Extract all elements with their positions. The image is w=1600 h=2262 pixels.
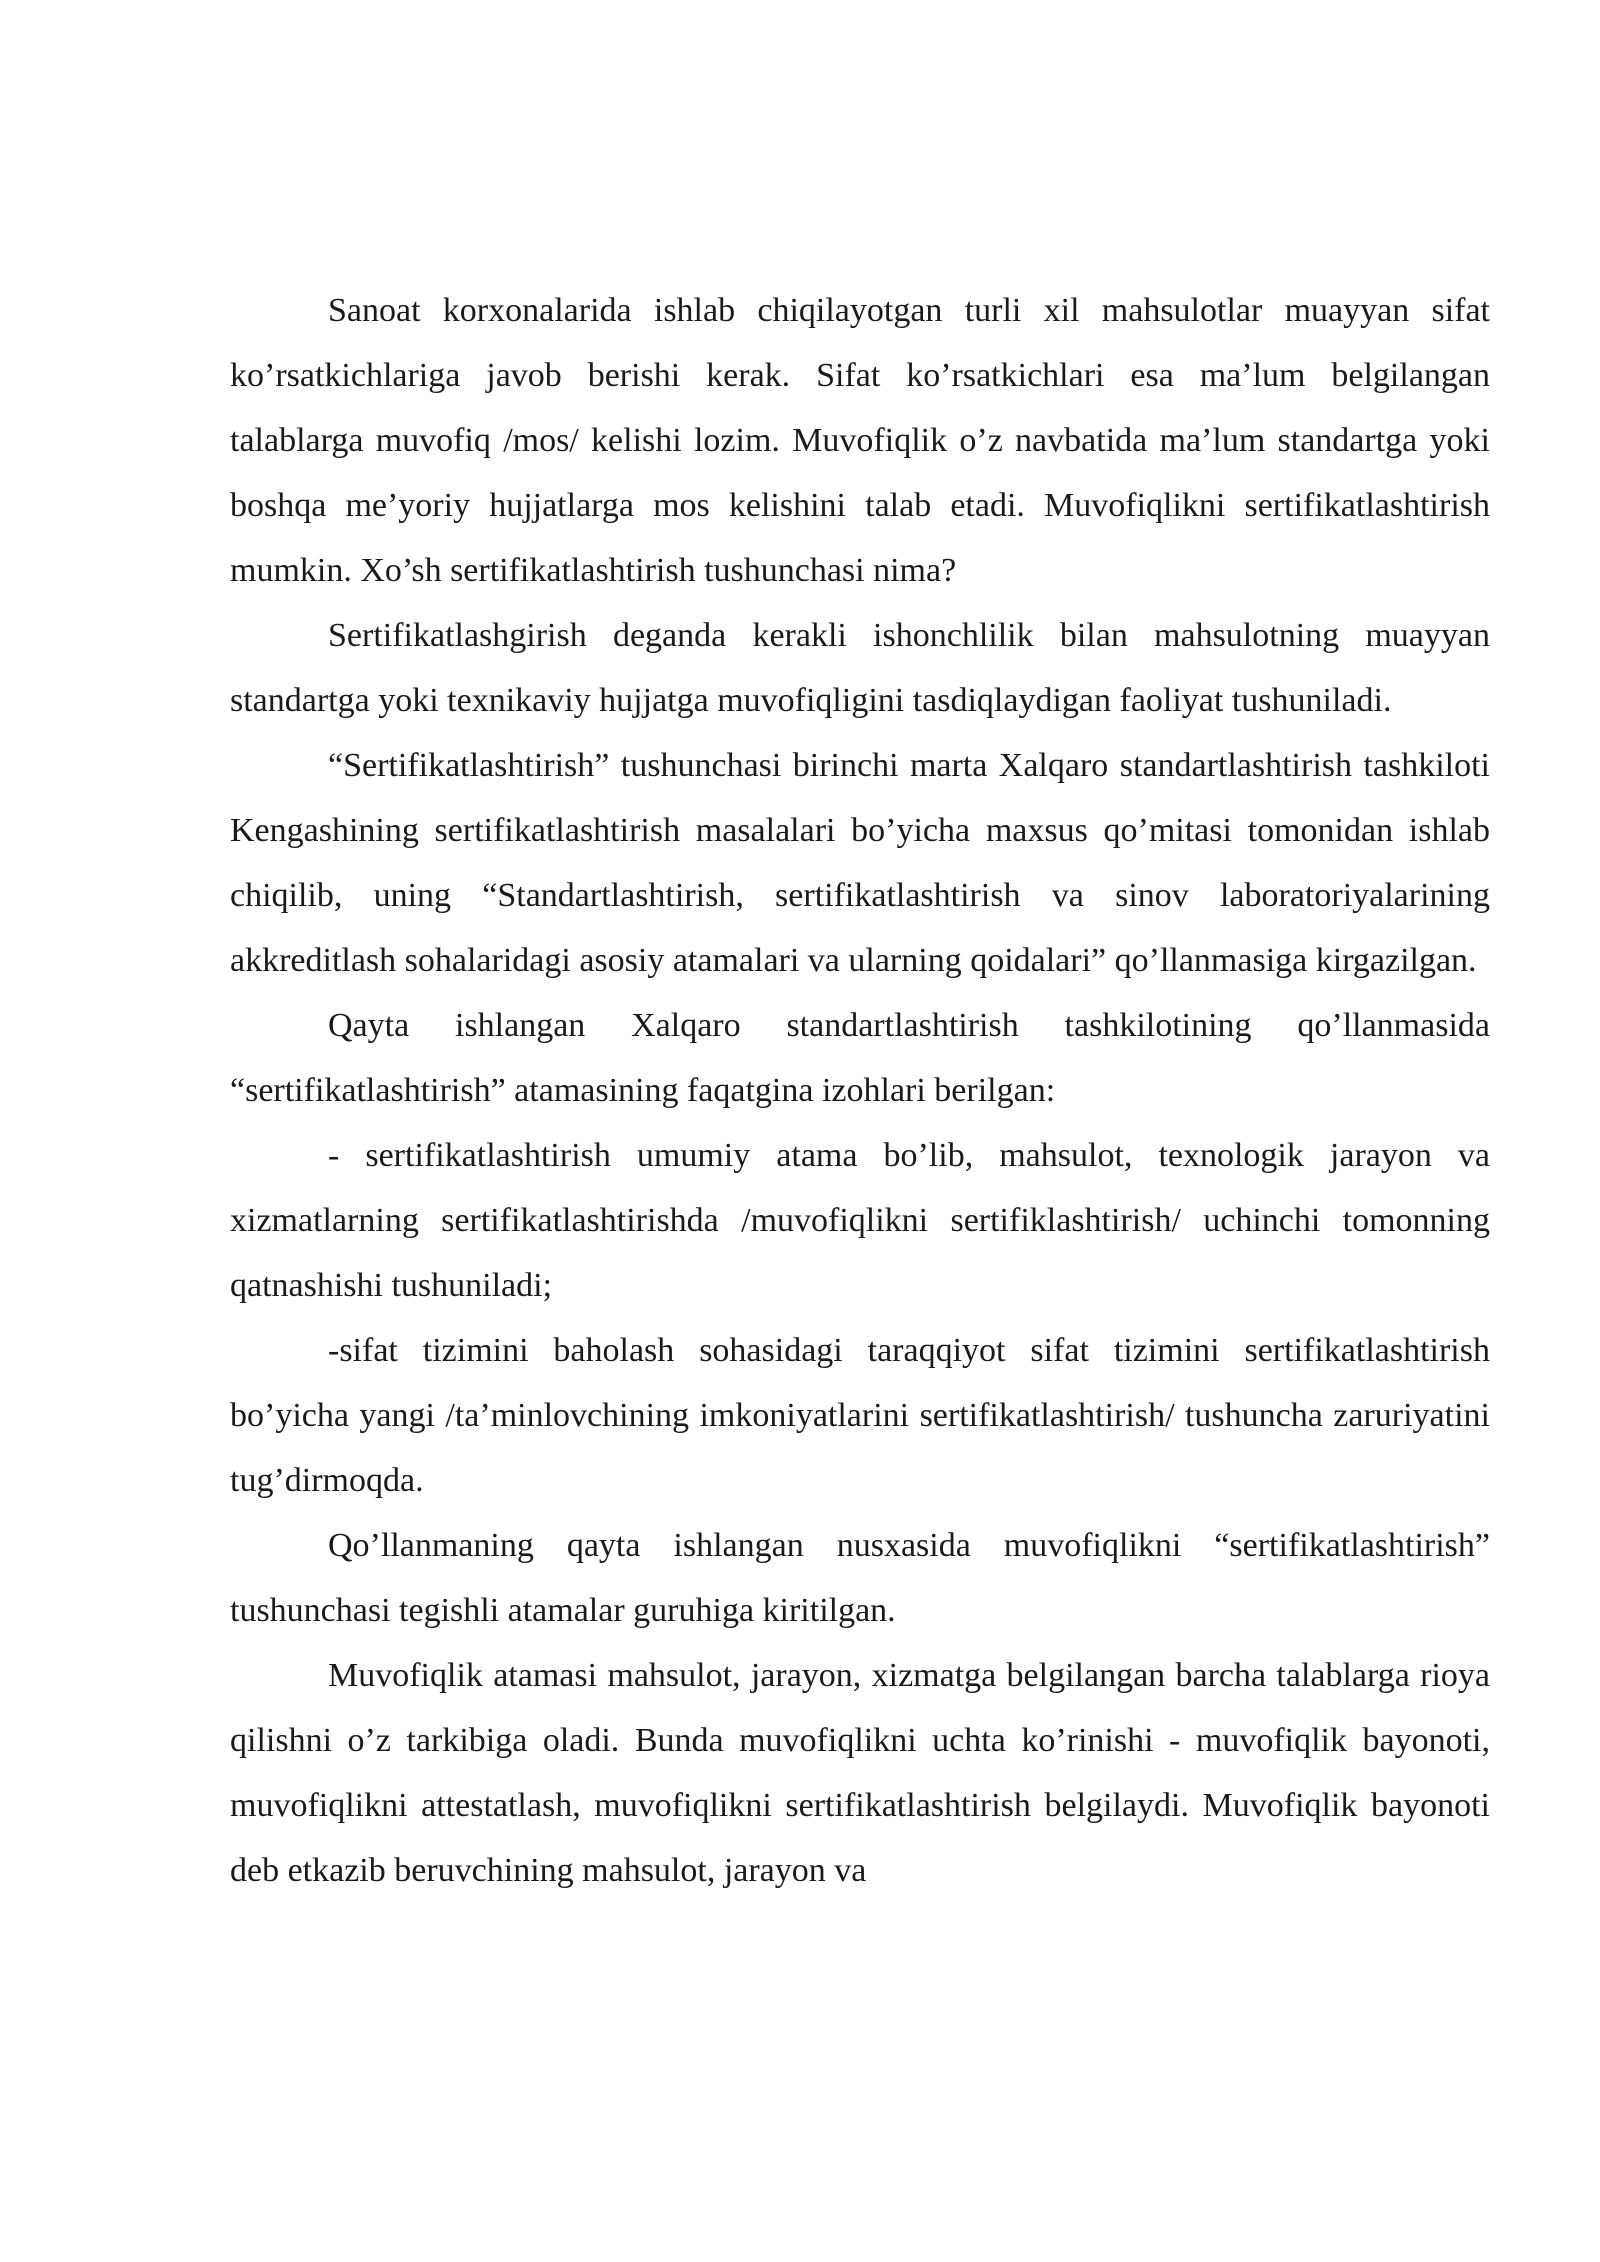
paragraph-5: - sertifikatlashtirish umumiy atama bo’lib, mahsulot, texnologik jarayon va xizmatlarning sertifikatlashtirishda /muvofiqlikni sertifiklashtirish/ uchinchi tomonning qatnashishi tushuniladi; <box>230 1137 1490 1304</box>
paragraph-6: -sifat tizimini baholash sohasidagi taraqqiyot sifat tizimini sertifikatlashtirish bo’yicha yangi /ta’minlovchining imkoniyatlarini sertifikatlashtirish/ tushuncha zaruriyatini tug’dirmoqda. <box>230 1332 1490 1499</box>
document-page <box>230 278 1490 1903</box>
paragraph-2: Sertifikatlashgirish deganda kerakli ishonchlilik bilan mahsulotning muayyan standartga yoki texnikaviy hujjatga muvofiqligini tasdiqlaydigan faoliyat tushuniladi. <box>230 617 1490 719</box>
paragraph-8: Muvofiqlik atamasi mahsulot, jarayon, xizmatga belgilangan barcha talablarga rioya qilishni o’z tarkibiga oladi. Bunda muvofiqlikni uchta ko’rinishi - muvofiqlik bayonoti, muvofiqlikni attestatlash, muvofiqlikni sertifikatlashtirish belgilaydi. Muvofiqlik bayonoti deb etkazib beruvchining mahsulot, jarayon va <box>230 1657 1490 1889</box>
paragraph-7: Qo’llanmaning qayta ishlangan nusxasida muvofiqlikni “sertifikatlashtirish” tushunchasi tegishli atamalar guruhiga kiritilgan. <box>230 1527 1490 1629</box>
paragraph-4: Qayta ishlangan Xalqaro standartlashtirish tashkilotining qo’llanmasida “sertifikatlashtirish” atamasining faqatgina izohlari berilgan: <box>230 1007 1490 1109</box>
paragraph-3: “Sertifikatlashtirish” tushunchasi birinchi marta Xalqaro standartlashtirish tashkiloti Kengashining sertifikatlashtirish masalalari bo’yicha maxsus qo’mitasi tomonidan ishlab chiqilib, uning “Standartlashtirish, sertifikatlashtirish va sinov laboratoriyalarining akkreditlash sohalaridagi asosiy atamalari va ularning qoidalari” qo’llanmasiga kirgazilgan. <box>230 747 1490 979</box>
paragraph-1: Sanoat korxonalarida ishlab chiqilayotgan turli xil mahsulotlar muayyan sifat ko’rsatkichlariga javob berishi kerak. Sifat ko’rsatkichlari esa ma’lum belgilangan talablarga muvofiq /mos/ kelishi lozim. Muvofiqlik o’z navbatida ma’lum standartga yoki boshqa me’yoriy hujjatlarga mos kelishini talab etadi. Muvofiqlikni sertifikatlashtirish mumkin. Xo’sh sertifikatlashtirish tushunchasi nima? <box>230 292 1490 589</box>
